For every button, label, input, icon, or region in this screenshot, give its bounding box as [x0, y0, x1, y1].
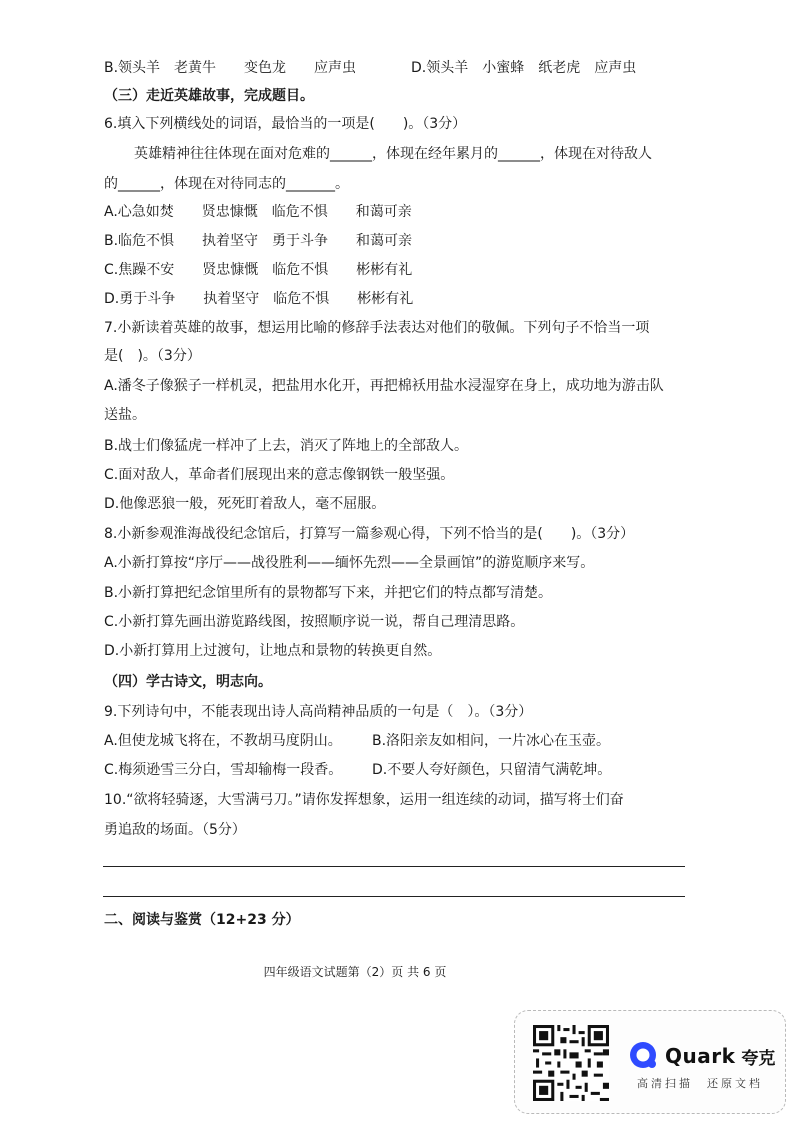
q8-option: D.小新打算用上过渡句，让地点和景物的转换更自然。	[104, 643, 442, 659]
q6-option: B.临危不惧 执着坚守 勇于斗争 和蔼可亲	[104, 233, 413, 249]
q9-option-b: B.洛阳亲友如相问，一片冰心在玉壶。	[372, 733, 611, 749]
q10-stem-line2: 勇追敌的场面。（5分）	[104, 822, 246, 838]
answer-line[interactable]	[103, 866, 685, 867]
q10-stem-line1: 10.“欲将轻骑逐，大雪满弓刀。”请你发挥想象，运用一组连续的动词，描写将士们奋	[104, 792, 624, 808]
q6-option: D.勇于斗争 执着坚守 临危不惧 彬彬有礼	[104, 291, 414, 307]
quark-tagline: 高清扫描 还原文档	[637, 1077, 763, 1090]
quark-scan-badge[interactable]	[514, 1010, 786, 1114]
q6-passage-line1: 英雄精神往往体现在面对危难的______，体现在经年累月的______，体现在对待敌人	[134, 146, 652, 162]
q5-option-d: D.领头羊 小蜜蜂 纸老虎 应声虫	[411, 60, 637, 76]
q7-stem-line1: 7.小新读着英雄的故事，想运用比喻的修辞手法表达对他们的敬佩。下列句子不恰当一项	[104, 320, 650, 336]
answer-line[interactable]	[103, 896, 685, 897]
q8-option: A.小新打算按“序厅——战役胜利——缅怀先烈——全景画馆”的游览顺序来写。	[104, 555, 595, 571]
q8-option: B.小新打算把纪念馆里所有的景物都写下来，并把它们的特点都写清楚。	[104, 585, 553, 601]
quark-brand: Quark	[665, 1044, 736, 1068]
q6-option: A.心急如焚 贤忠慷慨 临危不惧 和蔼可亲	[104, 204, 412, 220]
q9-option-c: C.梅须逊雪三分白，雪却输梅一段香。	[104, 762, 343, 778]
q8-option: C.小新打算先画出游览路线图，按照顺序说一说，帮自己理清思路。	[104, 614, 525, 630]
q7-option-c: C.面对敌人，革命者们展现出来的意志像钢铁一般坚强。	[104, 467, 455, 483]
q6-passage-line2: 的______，体现在对待同志的_______。	[104, 176, 349, 192]
q5-option-b: B.领头羊 老黄牛 变色龙 应声虫	[104, 60, 357, 76]
q9-stem: 9.下列诗句中，不能表现出诗人高尚精神品质的一句是（ ）。（3分）	[104, 704, 533, 720]
section4-heading: （四）学古诗文，明志向。	[104, 674, 272, 690]
quark-logo-icon	[629, 1041, 659, 1071]
qr-code-icon	[533, 1025, 609, 1101]
section3-heading: （三）走近英雄故事，完成题目。	[104, 88, 314, 104]
q7-option-b: B.战士们像猛虎一样冲了上去，消灭了阵地上的全部敌人。	[104, 438, 469, 454]
page-footer: 四年级语文试题第（2）页 共 6 页	[263, 965, 447, 979]
q6-stem: 6.填入下列横线处的词语，最恰当的一项是( )。（3分）	[104, 116, 467, 132]
q7-option-a-line2: 送盐。	[104, 407, 146, 423]
part2-heading: 二、阅读与鉴赏（12+23 分）	[104, 912, 300, 928]
q7-option-a-line1: A.潘冬子像猴子一样机灵，把盐用水化开，再把棉袄用盐水浸湿穿在身上，成功地为游击队	[104, 378, 664, 394]
q8-stem: 8.小新参观淮海战役纪念馆后，打算写一篇参观心得，下列不恰当的是( )。（3分）	[104, 526, 635, 542]
quark-logo	[629, 1041, 775, 1071]
q9-option-a: A.但使龙城飞将在，不教胡马度阴山。	[104, 733, 342, 749]
q9-option-d: D.不要人夸好颜色，只留清气满乾坤。	[372, 762, 612, 778]
q6-option: C.焦躁不安 贤忠慷慨 临危不惧 彬彬有礼	[104, 262, 413, 278]
q7-option-d: D.他像恶狼一般，死死盯着敌人，毫不屈服。	[104, 496, 386, 512]
q7-stem-line2: 是( )。（3分）	[104, 348, 201, 364]
quark-brand-cn: 夸克	[741, 1048, 776, 1069]
